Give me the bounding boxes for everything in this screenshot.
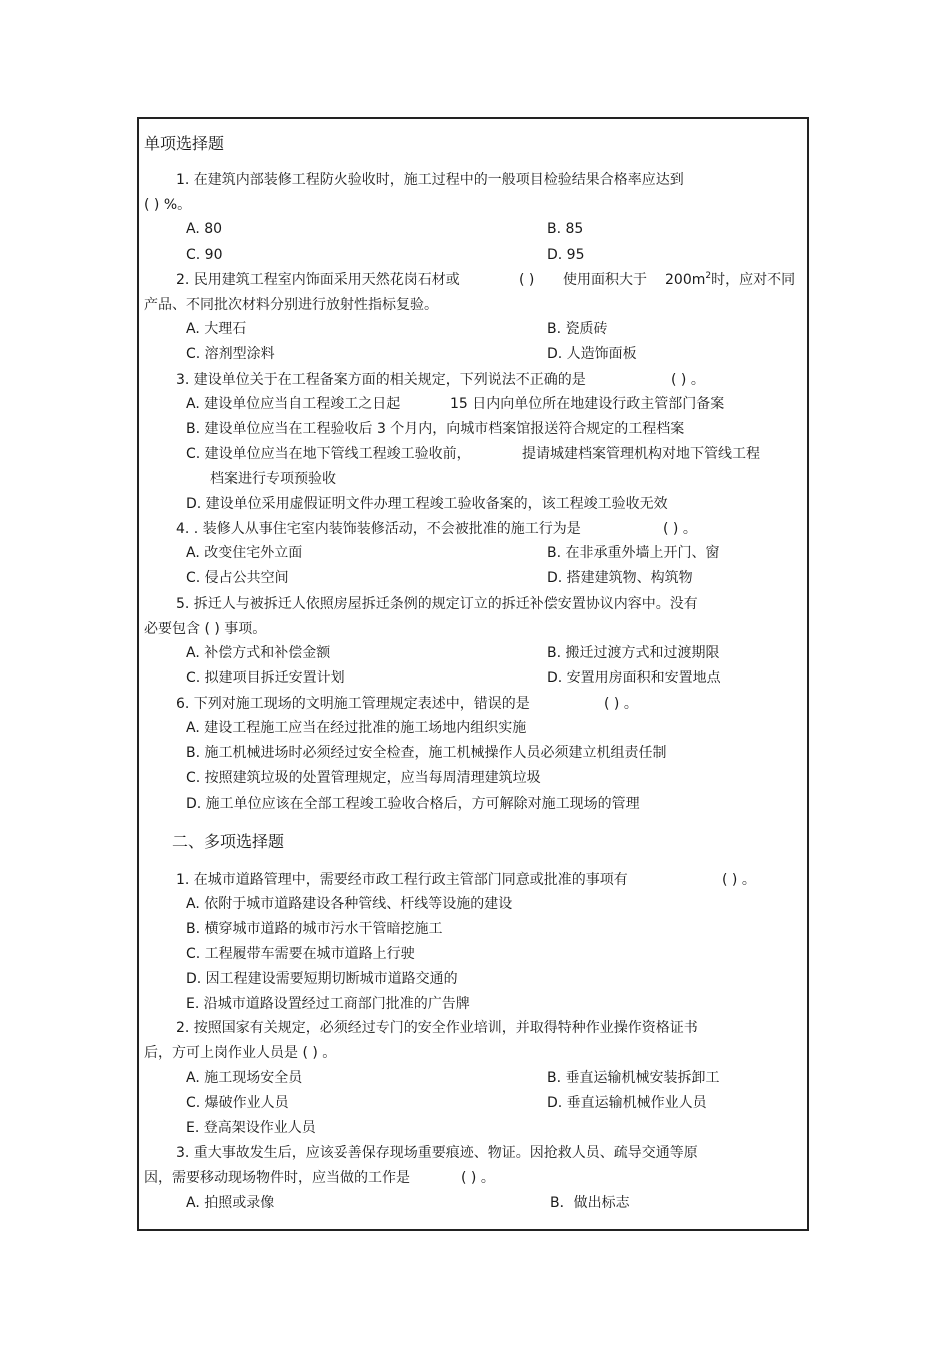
section-title-single-choice: 单项选择题 <box>144 134 225 153</box>
option-a: A. 补偿方式和补偿金额 <box>186 645 331 661</box>
option-c: C. 按照建筑垃圾的处置管理规定，应当每周清理建筑垃圾 <box>186 770 541 786</box>
option-d: D. 安置用房面积和安置地点 <box>547 670 721 686</box>
question-stem: 产品、不同批次材料分别进行放射性指标复验。 <box>144 297 438 313</box>
option-b: B. 横穿城市道路的城市污水干管暗挖施工 <box>186 921 443 937</box>
option-c: C. 溶剂型涂料 <box>186 346 275 362</box>
option-d: D. 95 <box>547 247 585 263</box>
option-a: 15 日内向单位所在地建设行政主管部门备案 <box>450 396 725 412</box>
question-stem: 2. 民用建筑工程室内饰面采用天然花岗石材或 <box>176 272 460 288</box>
question-stem: 1. 在城市道路管理中，需要经市政工程行政主管部门同意或批准的事项有 <box>176 872 628 888</box>
question-stem: ( ) %。 <box>144 197 192 213</box>
superscript: 2 <box>705 271 712 281</box>
question-stem: 6. 下列对施工现场的文明施工管理规定表述中，错误的是 <box>176 696 530 712</box>
option-c: 档案进行专项预验收 <box>210 471 336 487</box>
option-a: A. 改变住宅外立面 <box>186 545 303 561</box>
option-e: E. 沿城市道路设置经过工商部门批准的广告牌 <box>186 996 470 1012</box>
question-stem: 必要包含 ( ) 事项。 <box>144 621 267 637</box>
question-stem: 5. 拆迁人与被拆迁人依照房屋拆迁条例的规定订立的拆迁补偿安置协议内容中。没有 <box>176 596 698 612</box>
option-d: D. 垂直运输机械作业人员 <box>547 1095 707 1111</box>
option-d: D. 人造饰面板 <box>547 346 637 362</box>
question-stem: 3. 建设单位关于在工程备案方面的相关规定，下列说法不正确的是 <box>176 372 586 388</box>
option-c: C. 工程履带车需要在城市道路上行驶 <box>186 946 415 962</box>
answer-blank: ( ) 。 <box>663 521 697 537</box>
option-e: E. 登高架设作业人员 <box>186 1120 316 1136</box>
question-stem: 后，方可上岗作业人员是 ( ) 。 <box>144 1045 337 1061</box>
question-stem: 因，需要移动现场物件时，应当做的工作是 <box>144 1170 410 1186</box>
option-c: C. 90 <box>186 247 223 263</box>
option-b: B. 瓷质砖 <box>547 321 608 337</box>
question-stem: $200m^2$时，应对不同 <box>665 271 796 288</box>
question-stem: 4. . 装修人从事住宅室内装饰装修活动，不会被批准的施工行为是 <box>176 521 581 537</box>
option-b: B. 在非承重外墙上开门、窗 <box>547 545 720 561</box>
answer-blank: ( ) <box>519 272 535 288</box>
question-stem: 2. 按照国家有关规定，必须经过专门的安全作业培训，并取得特种作业操作资格证书 <box>176 1020 698 1036</box>
section-title-multiple-choice: 二、多项选择题 <box>172 832 285 851</box>
option-d: D. 施工单位应该在全部工程竣工验收合格后，方可解除对施工现场的管理 <box>186 796 640 812</box>
option-c: 提请城建档案管理机构对地下管线工程 <box>522 446 760 462</box>
option-c: C. 拟建项目拆迁安置计划 <box>186 670 345 686</box>
option-b: B. 施工机械进场时必须经过安全检查，施工机械操作人员必须建立机组责任制 <box>186 745 667 761</box>
answer-blank: ( ) 。 <box>722 872 756 888</box>
option-b: B. 搬迁过渡方式和过渡期限 <box>547 645 720 661</box>
option-a: A. 建设单位应当自工程竣工之日起 <box>186 396 401 412</box>
option-a: A. 施工现场安全员 <box>186 1070 303 1086</box>
option-d: D. 因工程建设需要短期切断城市道路交通的 <box>186 971 458 987</box>
question-stem: 3. 重大事故发生后，应该妥善保存现场重要痕迹、物证。因抢救人员、疏导交通等原 <box>176 1145 698 1161</box>
option-b: B. 垂直运输机械安装拆卸工 <box>547 1070 720 1086</box>
option-a: A. 80 <box>186 221 223 237</box>
option-d: D. 建设单位采用虚假证明文件办理工程竣工验收备案的，该工程竣工验收无效 <box>186 496 668 512</box>
answer-blank: ( ) 。 <box>671 372 705 388</box>
option-a: A. 依附于城市道路建设各种管线、杆线等设施的建设 <box>186 896 513 912</box>
question-stem: 使用面积大于 <box>563 272 647 288</box>
option-b: B. 建设单位应当在工程验收后 3 个月内，向城市档案馆报送符合规定的工程档案 <box>186 421 685 437</box>
option-a: A. 拍照或录像 <box>186 1195 275 1211</box>
option-c: C. 侵占公共空间 <box>186 570 289 586</box>
option-b: B. 85 <box>547 221 584 237</box>
option-d: D. 搭建建筑物、构筑物 <box>547 570 693 586</box>
answer-blank: ( ) 。 <box>461 1170 495 1186</box>
option-a: A. 建设工程施工应当在经过批准的施工场地内组织实施 <box>186 720 527 736</box>
option-a: A. 大理石 <box>186 321 247 337</box>
option-b: B．做出标志 <box>550 1195 630 1211</box>
option-c: C. 爆破作业人员 <box>186 1095 289 1111</box>
answer-blank: ( ) 。 <box>604 696 638 712</box>
option-c: C. 建设单位应当在地下管线工程竣工验收前， <box>186 446 471 462</box>
question-stem: 1. 在建筑内部装修工程防火验收时，施工过程中的一般项目检验结果合格率应达到 <box>176 172 684 188</box>
